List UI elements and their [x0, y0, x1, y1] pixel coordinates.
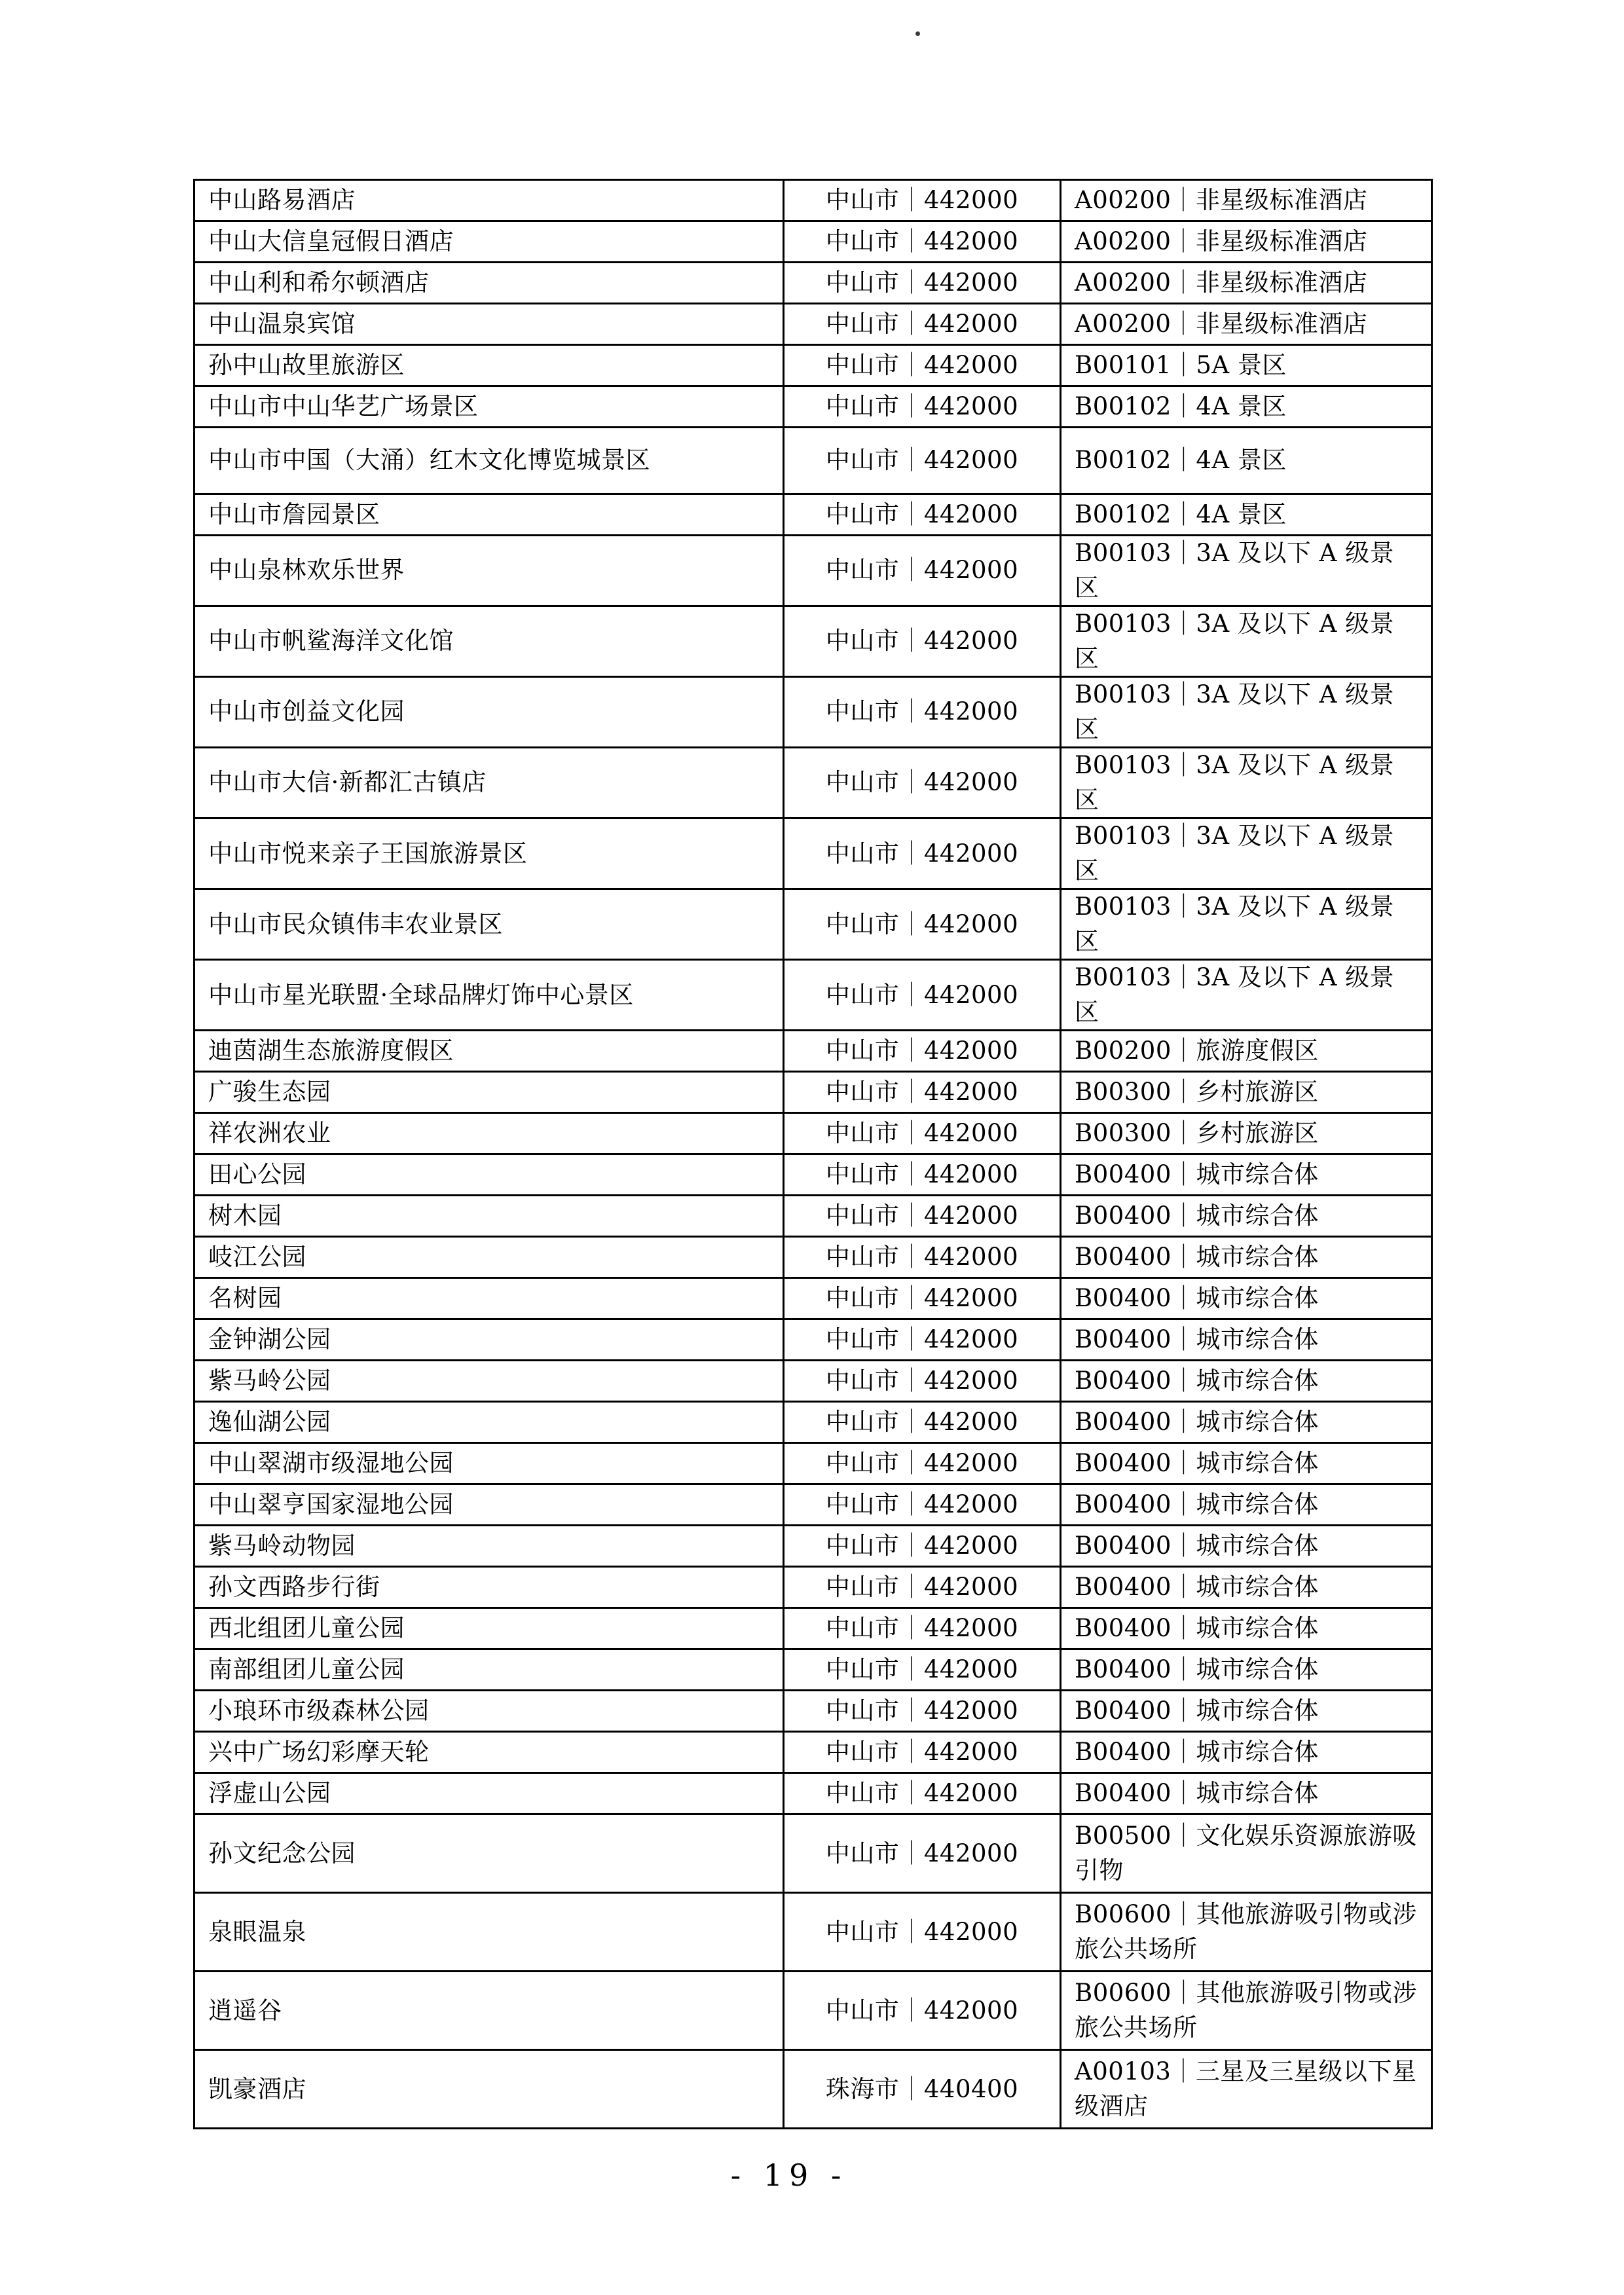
table-row [194, 263, 1432, 304]
category-code-cell: B00400｜城市综合体 [1061, 1567, 1432, 1608]
city-code-cell: 中山市｜442000 [784, 606, 1061, 677]
scan-artifact-dot [915, 31, 920, 36]
table-row [194, 1814, 1432, 1893]
tourism-resource-table-container [193, 179, 1431, 2129]
category-code-cell: B00400｜城市综合体 [1061, 1608, 1432, 1649]
resource-name-cell: 兴中广场幻彩摩天轮 [194, 1732, 784, 1773]
table-row [194, 1443, 1432, 1484]
resource-name-cell: 中山市中山华艺广场景区 [194, 386, 784, 428]
city-code-cell: 珠海市｜440400 [784, 2050, 1061, 2129]
city-code-cell: 中山市｜442000 [784, 1567, 1061, 1608]
city-code-cell: 中山市｜442000 [784, 345, 1061, 386]
table-row [194, 1526, 1432, 1567]
category-code-cell: A00103｜三星及三星级以下星级酒店 [1061, 2050, 1432, 2129]
resource-name-cell: 凯豪酒店 [194, 2050, 784, 2129]
city-code-cell: 中山市｜442000 [784, 1649, 1061, 1691]
city-code-cell: 中山市｜442000 [784, 1814, 1061, 1893]
city-code-cell: 中山市｜442000 [784, 1443, 1061, 1484]
city-code-cell: 中山市｜442000 [784, 1608, 1061, 1649]
category-code-cell: B00103｜3A 及以下 A 级景区 [1061, 536, 1432, 606]
category-code-cell: B00400｜城市综合体 [1061, 1196, 1432, 1237]
page-number: - 19 - [730, 2157, 848, 2193]
category-code-cell: B00400｜城市综合体 [1061, 1732, 1432, 1773]
category-code-cell: B00103｜3A 及以下 A 级景区 [1061, 606, 1432, 677]
resource-name-cell: 中山温泉宾馆 [194, 304, 784, 345]
table-row [194, 1649, 1432, 1691]
resource-name-cell: 迪茵湖生态旅游度假区 [194, 1031, 784, 1072]
table-row [194, 1031, 1432, 1072]
city-code-cell: 中山市｜442000 [784, 1237, 1061, 1278]
category-code-cell: B00102｜4A 景区 [1061, 428, 1432, 494]
table-row [194, 677, 1432, 748]
resource-name-cell: 金钟湖公园 [194, 1319, 784, 1361]
table-row [194, 345, 1432, 386]
category-code-cell: B00400｜城市综合体 [1061, 1278, 1432, 1319]
category-code-cell: B00300｜乡村旅游区 [1061, 1072, 1432, 1113]
table-row [194, 1072, 1432, 1113]
table-row [194, 960, 1432, 1031]
city-code-cell: 中山市｜442000 [784, 960, 1061, 1031]
resource-name-cell: 中山市星光联盟·全球品牌灯饰中心景区 [194, 960, 784, 1031]
resource-name-cell: 逸仙湖公园 [194, 1402, 784, 1443]
table-row [194, 536, 1432, 606]
city-code-cell: 中山市｜442000 [784, 748, 1061, 818]
resource-name-cell: 孙中山故里旅游区 [194, 345, 784, 386]
table-row [194, 1972, 1432, 2050]
category-code-cell: B00103｜3A 及以下 A 级景区 [1061, 889, 1432, 960]
table-row [194, 1237, 1432, 1278]
resource-name-cell: 浮虚山公园 [194, 1773, 784, 1814]
table-row [194, 1732, 1432, 1773]
resource-name-cell: 中山利和希尔顿酒店 [194, 263, 784, 304]
city-code-cell: 中山市｜442000 [784, 263, 1061, 304]
category-code-cell: B00400｜城市综合体 [1061, 1691, 1432, 1732]
city-code-cell: 中山市｜442000 [784, 1484, 1061, 1526]
city-code-cell: 中山市｜442000 [784, 1154, 1061, 1196]
category-code-cell: A00200｜非星级标准酒店 [1061, 221, 1432, 263]
resource-name-cell: 广骏生态园 [194, 1072, 784, 1113]
city-code-cell: 中山市｜442000 [784, 1691, 1061, 1732]
resource-name-cell: 小琅环市级森林公园 [194, 1691, 784, 1732]
resource-name-cell: 名树园 [194, 1278, 784, 1319]
city-code-cell: 中山市｜442000 [784, 1893, 1061, 1972]
table-body [194, 180, 1432, 2129]
table-row [194, 1484, 1432, 1526]
table-row [194, 304, 1432, 345]
city-code-cell: 中山市｜442000 [784, 1773, 1061, 1814]
resource-name-cell: 中山市民众镇伟丰农业景区 [194, 889, 784, 960]
category-code-cell: A00200｜非星级标准酒店 [1061, 263, 1432, 304]
city-code-cell: 中山市｜442000 [784, 1031, 1061, 1072]
category-code-cell: A00200｜非星级标准酒店 [1061, 180, 1432, 221]
category-code-cell: B00400｜城市综合体 [1061, 1402, 1432, 1443]
table-row [194, 1893, 1432, 1972]
table-row [194, 1196, 1432, 1237]
city-code-cell: 中山市｜442000 [784, 1972, 1061, 2050]
city-code-cell: 中山市｜442000 [784, 180, 1061, 221]
city-code-cell: 中山市｜442000 [784, 818, 1061, 889]
city-code-cell: 中山市｜442000 [784, 1196, 1061, 1237]
city-code-cell: 中山市｜442000 [784, 1113, 1061, 1154]
table-row [194, 180, 1432, 221]
table-row [194, 221, 1432, 263]
tourism-resource-table [193, 179, 1433, 2129]
resource-name-cell: 中山市大信·新都汇古镇店 [194, 748, 784, 818]
category-code-cell: B00400｜城市综合体 [1061, 1361, 1432, 1402]
table-row [194, 2050, 1432, 2129]
resource-name-cell: 泉眼温泉 [194, 1893, 784, 1972]
resource-name-cell: 中山翠湖市级湿地公园 [194, 1443, 784, 1484]
resource-name-cell: 中山泉林欢乐世界 [194, 536, 784, 606]
category-code-cell: B00400｜城市综合体 [1061, 1237, 1432, 1278]
resource-name-cell: 西北组团儿童公园 [194, 1608, 784, 1649]
city-code-cell: 中山市｜442000 [784, 677, 1061, 748]
table-row [194, 606, 1432, 677]
table-row [194, 1319, 1432, 1361]
city-code-cell: 中山市｜442000 [784, 1072, 1061, 1113]
category-code-cell: B00103｜3A 及以下 A 级景区 [1061, 748, 1432, 818]
table-row [194, 1773, 1432, 1814]
resource-name-cell: 祥农洲农业 [194, 1113, 784, 1154]
resource-name-cell: 南部组团儿童公园 [194, 1649, 784, 1691]
table-row [194, 889, 1432, 960]
category-code-cell: B00103｜3A 及以下 A 级景区 [1061, 818, 1432, 889]
city-code-cell: 中山市｜442000 [784, 1526, 1061, 1567]
category-code-cell: B00300｜乡村旅游区 [1061, 1113, 1432, 1154]
table-row [194, 1154, 1432, 1196]
table-row [194, 818, 1432, 889]
table-row [194, 1402, 1432, 1443]
city-code-cell: 中山市｜442000 [784, 304, 1061, 345]
city-code-cell: 中山市｜442000 [784, 1732, 1061, 1773]
category-code-cell: B00102｜4A 景区 [1061, 386, 1432, 428]
city-code-cell: 中山市｜442000 [784, 1278, 1061, 1319]
city-code-cell: 中山市｜442000 [784, 536, 1061, 606]
resource-name-cell: 中山市中国（大涌）红木文化博览城景区 [194, 428, 784, 494]
resource-name-cell: 树木园 [194, 1196, 784, 1237]
category-code-cell: B00101｜5A 景区 [1061, 345, 1432, 386]
category-code-cell: B00400｜城市综合体 [1061, 1649, 1432, 1691]
table-row [194, 748, 1432, 818]
resource-name-cell: 孙文纪念公园 [194, 1814, 784, 1893]
category-code-cell: B00200｜旅游度假区 [1061, 1031, 1432, 1072]
table-row [194, 428, 1432, 494]
category-code-cell: B00400｜城市综合体 [1061, 1484, 1432, 1526]
resource-name-cell: 中山市悦来亲子王国旅游景区 [194, 818, 784, 889]
category-code-cell: B00400｜城市综合体 [1061, 1319, 1432, 1361]
category-code-cell: B00500｜文化娱乐资源旅游吸引物 [1061, 1814, 1432, 1893]
city-code-cell: 中山市｜442000 [784, 1361, 1061, 1402]
resource-name-cell: 岐江公园 [194, 1237, 784, 1278]
resource-name-cell: 中山市帆鲨海洋文化馆 [194, 606, 784, 677]
resource-name-cell: 中山大信皇冠假日酒店 [194, 221, 784, 263]
table-row [194, 1691, 1432, 1732]
category-code-cell: B00400｜城市综合体 [1061, 1154, 1432, 1196]
resource-name-cell: 孙文西路步行街 [194, 1567, 784, 1608]
resource-name-cell: 田心公园 [194, 1154, 784, 1196]
category-code-cell: B00400｜城市综合体 [1061, 1526, 1432, 1567]
table-row [194, 1113, 1432, 1154]
city-code-cell: 中山市｜442000 [784, 1402, 1061, 1443]
category-code-cell: A00200｜非星级标准酒店 [1061, 304, 1432, 345]
table-row [194, 1567, 1432, 1608]
resource-name-cell: 中山市创益文化园 [194, 677, 784, 748]
city-code-cell: 中山市｜442000 [784, 386, 1061, 428]
resource-name-cell: 中山翠亨国家湿地公园 [194, 1484, 784, 1526]
city-code-cell: 中山市｜442000 [784, 428, 1061, 494]
category-code-cell: B00600｜其他旅游吸引物或涉旅公共场所 [1061, 1972, 1432, 2050]
category-code-cell: B00102｜4A 景区 [1061, 494, 1432, 536]
table-row [194, 1278, 1432, 1319]
category-code-cell: B00103｜3A 及以下 A 级景区 [1061, 677, 1432, 748]
resource-name-cell: 紫马岭动物园 [194, 1526, 784, 1567]
resource-name-cell: 中山路易酒店 [194, 180, 784, 221]
category-code-cell: B00600｜其他旅游吸引物或涉旅公共场所 [1061, 1893, 1432, 1972]
category-code-cell: B00400｜城市综合体 [1061, 1443, 1432, 1484]
table-row [194, 1608, 1432, 1649]
resource-name-cell: 紫马岭公园 [194, 1361, 784, 1402]
table-row [194, 386, 1432, 428]
table-row [194, 494, 1432, 536]
resource-name-cell: 逍遥谷 [194, 1972, 784, 2050]
table-row [194, 1361, 1432, 1402]
category-code-cell: B00103｜3A 及以下 A 级景区 [1061, 960, 1432, 1031]
category-code-cell: B00400｜城市综合体 [1061, 1773, 1432, 1814]
city-code-cell: 中山市｜442000 [784, 889, 1061, 960]
city-code-cell: 中山市｜442000 [784, 494, 1061, 536]
city-code-cell: 中山市｜442000 [784, 221, 1061, 263]
city-code-cell: 中山市｜442000 [784, 1319, 1061, 1361]
resource-name-cell: 中山市詹园景区 [194, 494, 784, 536]
